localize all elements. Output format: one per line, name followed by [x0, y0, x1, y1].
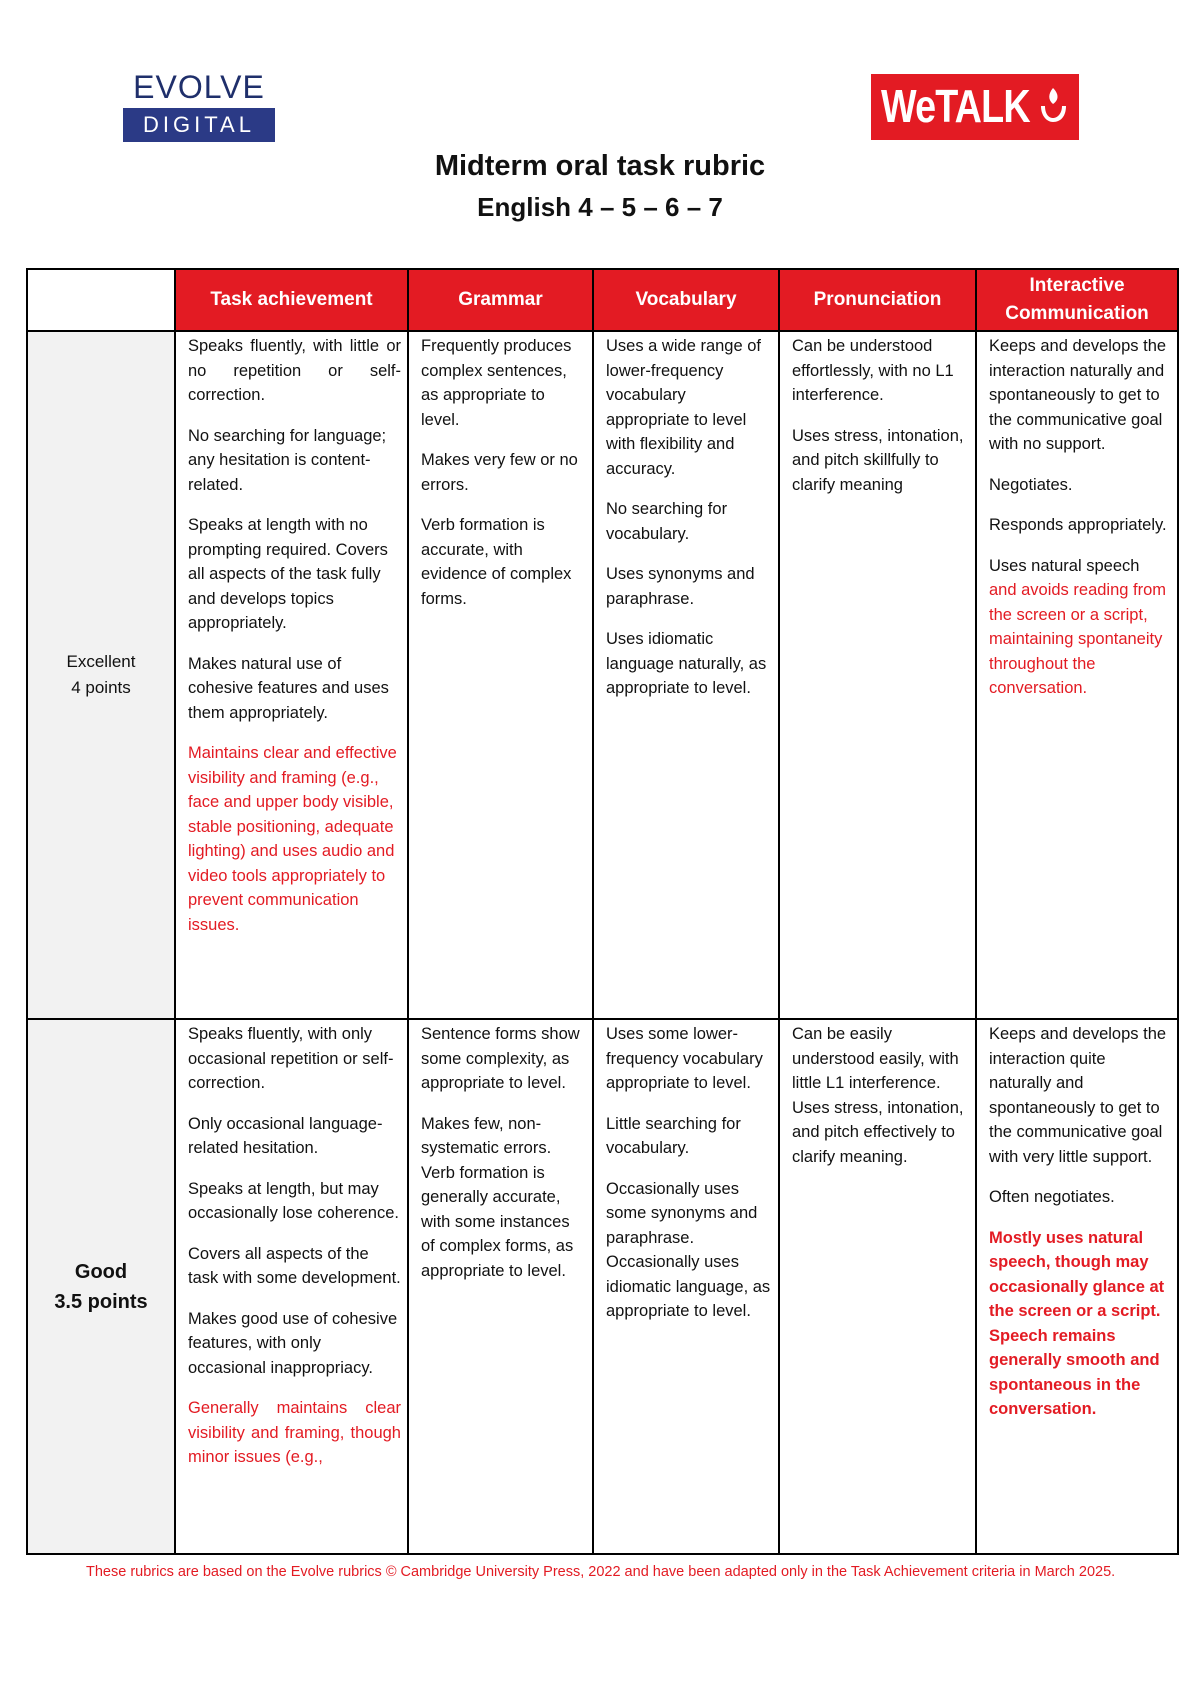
descriptor: Speaks fluently, with only occasional repetition or self- correction.: [188, 1025, 394, 1092]
evolve-logo-text: EVOLVE: [133, 69, 265, 105]
level-points: 3.5 points: [54, 1290, 148, 1313]
descriptor: Little searching for vocabulary.: [606, 1114, 741, 1157]
interactive-communication-cell: [976, 1019, 1178, 1554]
page-title: Midterm oral task rubric: [434, 150, 766, 182]
descriptor: Occasionally uses some synonyms and paraphrase. Occasionally uses idiomatic language, as appropriate to level.: [606, 1179, 771, 1320]
header-vocabulary: Vocabulary: [593, 269, 779, 331]
evolve-digital-logo: [120, 70, 278, 142]
level-cell-excellent: [27, 331, 175, 1019]
descriptor: Makes few, non-systematic errors. Verb formation is generally accurate, with some instances of complex forms, as appropriate to level.: [421, 1114, 574, 1280]
descriptor-black-part: Uses natural speech: [989, 556, 1140, 575]
descriptor: Uses stress, intonation, and pitch skillfully to clarify meaning: [792, 426, 964, 494]
descriptor: Uses a wide range of lower-frequency vocabulary appropriate to level with flexibility and accuracy.: [606, 337, 762, 478]
level-name: Excellent: [66, 652, 136, 671]
vocabulary-cell: [593, 331, 779, 1019]
descriptor: No searching for language; any hesitation is content- related.: [188, 426, 387, 494]
table-header-row: [27, 269, 1178, 331]
descriptor: Speaks fluently, with little or no repetition or self-correction.: [188, 337, 401, 404]
pronunciation-cell: [779, 1019, 976, 1554]
table-row-excellent: [27, 331, 1178, 1019]
rubric-table: [26, 268, 1179, 1555]
grammar-cell: [408, 331, 593, 1019]
task-achievement-cell: [175, 331, 408, 1019]
header-grammar: Grammar: [408, 269, 593, 331]
descriptor: Makes very few or no errors.: [421, 451, 578, 494]
interactive-communication-cell: [976, 331, 1178, 1019]
page-subtitle: English 4 – 5 – 6 – 7: [477, 192, 723, 222]
descriptor: Uses some lower-frequency vocabulary appropriate to level.: [606, 1025, 763, 1092]
speech-flame-icon: [1035, 84, 1071, 126]
descriptor: Responds appropriately.: [989, 516, 1167, 534]
task-achievement-cell: [175, 1019, 408, 1554]
descriptor-red: Maintains clear and effective visibility and framing (e.g., face and upper body visible, stable positioning, adequate lighting) and uses audio and video tools appropriately to prevent communication issues.: [188, 744, 397, 934]
descriptor-red-part: and avoids reading from the screen or a script, maintaining spontaneity throughout the conversation.: [989, 581, 1167, 697]
level-points: 4 points: [71, 678, 131, 697]
descriptor: Can be understood effortlessly, with no L1 interference.: [792, 337, 954, 404]
wetalk-logo-text: WeTALK: [881, 80, 1030, 132]
descriptor: Makes natural use of cohesive features and uses them appropriately.: [188, 654, 389, 722]
header-interactive-communication: Interactive Communication: [976, 269, 1178, 331]
descriptor: Verb formation is accurate, with evidence of complex forms.: [421, 516, 572, 608]
descriptor: Makes good use of cohesive features, with only occasional inappropriacy.: [188, 1309, 398, 1377]
descriptor: Speaks at length with no prompting required. Covers all aspects of the task fully and develops topics appropriately.: [188, 516, 388, 632]
descriptor: Sentence forms show some complexity, as appropriate to level.: [421, 1025, 580, 1092]
header-task-achievement: Task achievement: [175, 269, 408, 331]
table-row-good: [27, 1019, 1178, 1554]
digital-logo-text: DIGITAL: [123, 108, 275, 142]
descriptor-red: Mostly uses natural speech, though may occasionally glance at the screen or a script. Speech remains generally smooth and spontaneous in the conversation.: [989, 1228, 1165, 1418]
descriptor: Speaks at length, but may occasionally lose coherence.: [188, 1179, 399, 1222]
descriptor: Uses synonyms and paraphrase.: [606, 565, 755, 608]
pronunciation-cell: [779, 331, 976, 1019]
footnote: These rubrics are based on the Evolve rubrics © Cambridge University Press, 2022 and have been adapted only in the Task Achievement criteria in March 2025.: [86, 1564, 1116, 1580]
level-name: Good: [74, 1260, 128, 1283]
descriptor: Frequently produces complex sentences, as appropriate to level.: [421, 337, 572, 429]
grammar-cell: [408, 1019, 593, 1554]
descriptor-red: Generally maintains clear visibility and framing, though minor issues (e.g.,: [188, 1399, 401, 1466]
descriptor: Keeps and develops the interaction quite naturally and spontaneously to get to the communicative goal with very little support.: [989, 1025, 1167, 1166]
descriptor: Uses idiomatic language naturally, as appropriate to level.: [606, 630, 767, 697]
descriptor: Keeps and develops the interaction naturally and spontaneously to get to the communicative goal with no support.: [989, 337, 1167, 453]
descriptor: Only occasional language-related hesitation.: [188, 1114, 383, 1157]
descriptor: Covers all aspects of the task with some development.: [188, 1244, 401, 1287]
descriptor: Can be easily understood easily, with little L1 interference. Uses stress, intonation, and pitch effectively to clarify meaning.: [792, 1025, 964, 1166]
header-corner-cell: [27, 269, 175, 331]
level-cell-good: [27, 1019, 175, 1554]
header-pronunciation: Pronunciation: [779, 269, 976, 331]
descriptor: Often negotiates.: [989, 1188, 1115, 1206]
wetalk-logo: [871, 74, 1079, 140]
descriptor: No searching for vocabulary.: [606, 500, 728, 543]
descriptor: Negotiates.: [989, 475, 1073, 494]
descriptor: [989, 554, 1171, 701]
vocabulary-cell: [593, 1019, 779, 1554]
